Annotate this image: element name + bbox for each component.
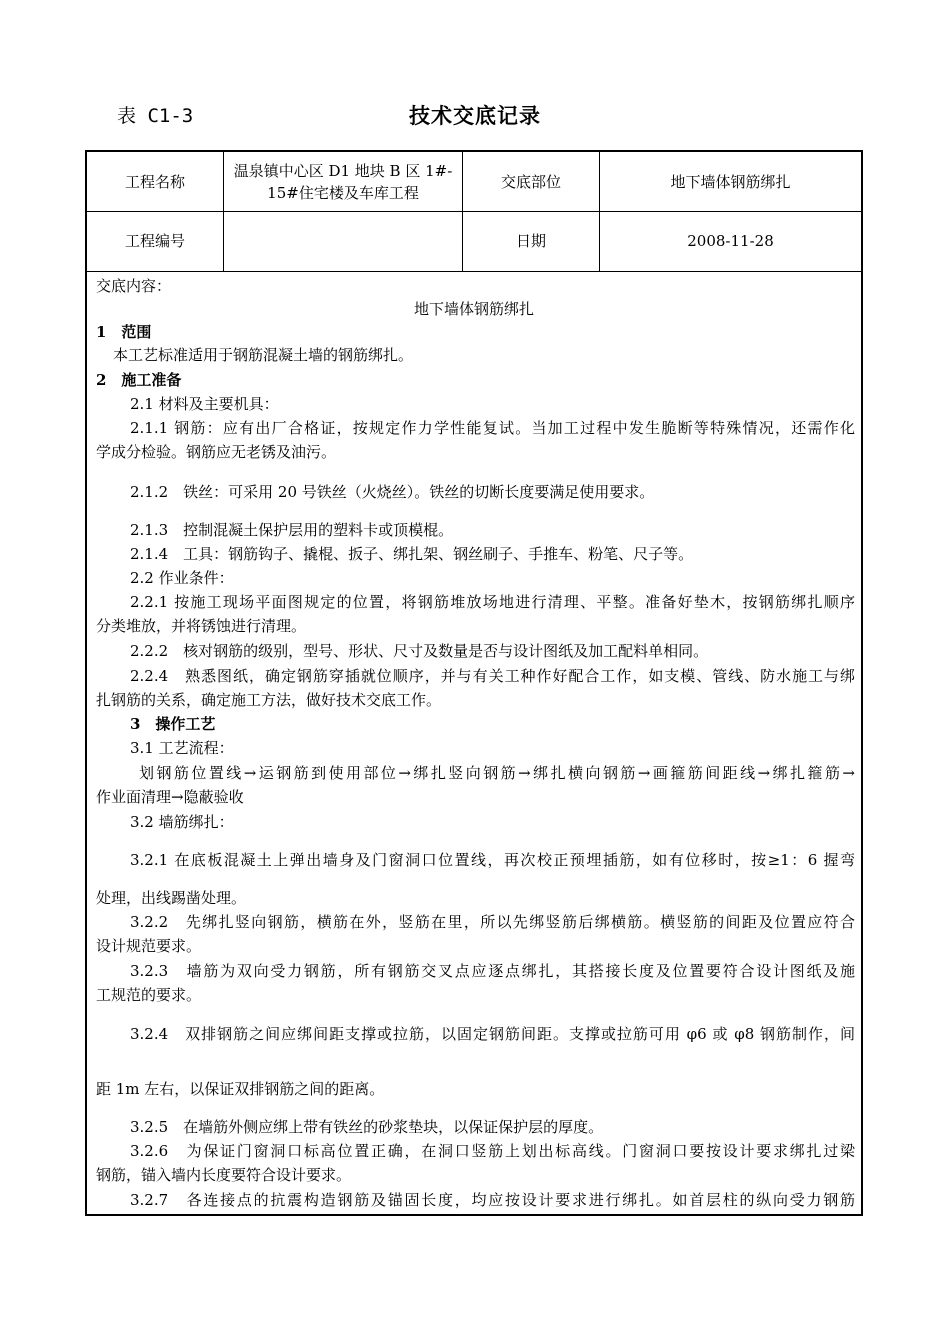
section-heading: 3 操作工艺	[130, 715, 216, 733]
text-line: 作业面清理→隐蔽验收	[96, 788, 244, 806]
text-line: 设计规范要求。	[96, 937, 202, 955]
text-line: 3.2 墙筋绑扎：	[130, 813, 234, 831]
project-name-line-2: 15#住宅楼及车库工程	[267, 183, 419, 202]
text-line: 2.1.2 铁丝：可采用 20 号铁丝（火烧丝）。铁丝的切断长度要满足使用要求。	[130, 483, 655, 501]
part-value: 地下墙体钢筋绑扎	[670, 172, 791, 191]
content-subject: 地下墙体钢筋绑扎	[413, 300, 534, 318]
date-label: 日期	[463, 211, 600, 271]
text-line: 2.1.1 钢筋：应有出厂合格证，按规定作力学性能复试。当加工过程中发生脆断等特殊情况，还需作化	[130, 419, 855, 437]
text-line: 处理，出线踢凿处理。	[96, 889, 247, 907]
text-line: 2.1.4 工具：钢筋钩子、撬棍、扳子、绑扎架、钢丝刷子、手推车、粉笔、尺子等。	[130, 545, 694, 563]
part-label: 交底部位	[463, 152, 600, 211]
project-name-value	[224, 152, 463, 211]
text-line: 分类堆放，并将锈蚀进行清理。	[96, 617, 307, 635]
project-name-label: 工程名称	[87, 152, 224, 211]
date-value: 2008-11-28	[687, 232, 774, 250]
content-area	[87, 271, 861, 1214]
text-line: 3.2.6 为保证门窗洞口标高位置正确，在洞口竖筋上划出标高线。门窗洞口要按设计要求绑扎过梁	[130, 1142, 855, 1160]
text-line: 钢筋，锚入墙内长度要符合设计要求。	[96, 1166, 352, 1184]
text-line: 本工艺标准适用于钢筋混凝土墙的钢筋绑扎。	[113, 346, 414, 364]
info-row-number	[87, 211, 861, 272]
text-line: 3.2.7 各连接点的抗震构造钢筋及锚固长度，均应按设计要求进行绑扎。如首层柱的纵向受力钢筋	[130, 1191, 855, 1209]
project-no-label: 工程编号	[87, 211, 224, 271]
text-line: 2.2.1 按施工现场平面图规定的位置，将钢筋堆放场地进行清理、平整。准备好垫木，按钢筋绑扎顺序	[130, 593, 855, 611]
form-number: 表 C1-3	[117, 105, 194, 127]
text-line: 划钢筋位置线→运钢筋到使用部位→绑扎竖向钢筋→绑扎横向钢筋→画箍筋间距线→绑扎箍筋→	[139, 764, 855, 782]
text-line: 2.1.3 控制混凝土保护层用的塑料卡或顶模棍。	[130, 521, 454, 539]
text-line: 2.2 作业条件：	[130, 569, 234, 587]
text-line: 3.2.1 在底板混凝土上弹出墙身及门窗洞口位置线，再次校正预埋插筋，如有位移时，按≥1：6 握弯	[130, 851, 855, 869]
text-line: 3.2.5 在墙筋外侧应绑上带有铁丝的砂浆垫块，以保证保护层的厚度。	[130, 1118, 604, 1136]
text-line: 扎钢筋的关系，确定施工方法，做好技术交底工作。	[96, 691, 442, 709]
text-line: 2.2.4 熟悉图纸，确定钢筋穿插就位顺序，并与有关工种作好配合工作，如支模、管线、防水施工与绑	[130, 667, 855, 685]
text-line: 2.2.2 核对钢筋的级别，型号、形状、尺寸及数量是否与设计图纸及加工配料单相同。	[130, 642, 709, 660]
text-line: 2.1 材料及主要机具：	[130, 395, 279, 413]
text-line: 3.2.4 双排钢筋之间应绑间距支撑或拉筋，以固定钢筋间距。支撑或拉筋可用 φ6 或 φ8 钢筋制作，间	[130, 1025, 855, 1043]
text-line: 工规范的要求。	[96, 986, 202, 1004]
section-heading: 2 施工准备	[96, 371, 182, 389]
project-no-value	[224, 211, 463, 271]
text-line: 3.2.3 墙筋为双向受力钢筋，所有钢筋交叉点应逐点绑扎，其搭接长度及位置要符合设计图纸及施	[130, 962, 855, 980]
section-heading: 1 范围	[96, 323, 152, 341]
record-form	[85, 150, 863, 1216]
info-row-project	[87, 152, 861, 212]
content-label: 交底内容：	[96, 277, 172, 295]
text-line: 距 1m 左右，以保证双排钢筋之间的距离。	[96, 1080, 385, 1098]
text-line: 3.1 工艺流程：	[130, 739, 234, 757]
document-title: 技术交底记录	[409, 104, 541, 128]
project-name-line-1: 温泉镇中心区 D1 地块 B 区 1#-	[233, 161, 453, 180]
text-line: 学成分检验。钢筋应无老锈及油污。	[96, 443, 337, 461]
text-line: 3.2.2 先绑扎竖向钢筋，横筋在外，竖筋在里，所以先绑竖筋后绑横筋。横竖筋的间距及位置应符合	[130, 913, 855, 931]
